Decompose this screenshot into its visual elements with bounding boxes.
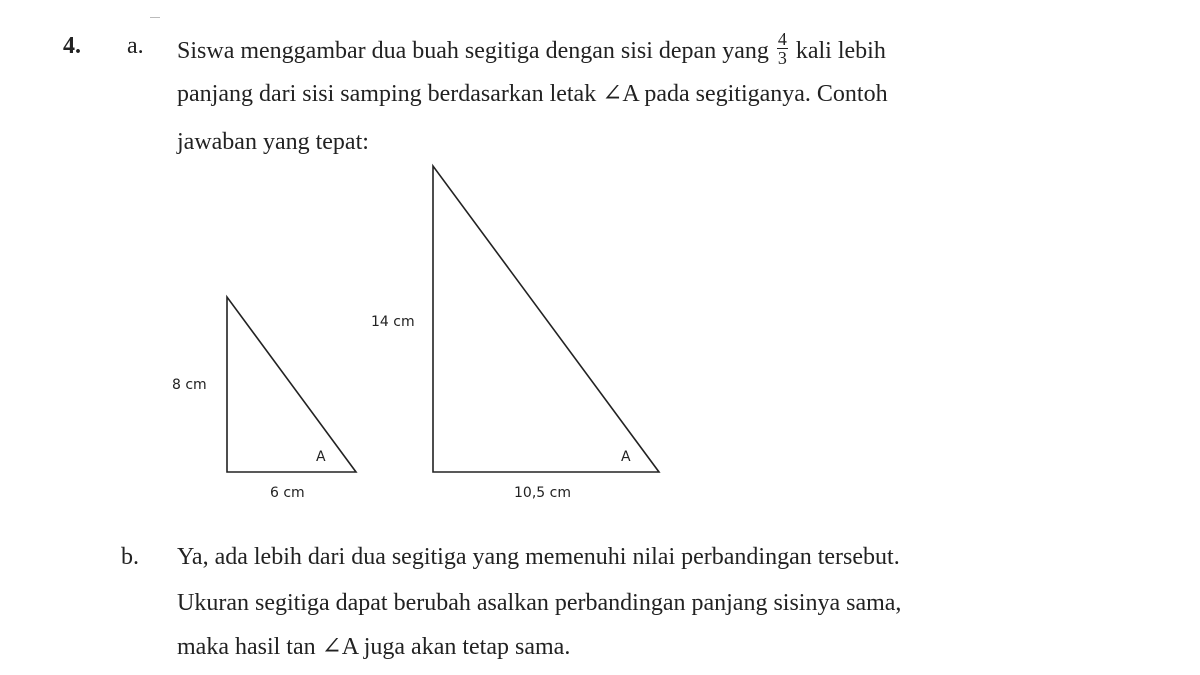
part-a-letter: a.: [127, 33, 144, 59]
fraction-denominator: 3: [777, 48, 787, 68]
small-triangle-vertical-label: 8 cm: [172, 377, 207, 393]
fraction-numerator: 4: [777, 29, 787, 49]
part-b-letter: b.: [121, 544, 139, 570]
part-a-line-2: panjang dari sisi samping berdasarkan letak ∠A pada segitiganya. Contoh: [177, 81, 888, 107]
large-triangle-horizontal-label: 10,5 cm: [514, 485, 571, 501]
large-triangle-angle-label: A: [621, 449, 631, 465]
part-b-line-2: Ukuran segitiga dapat berubah asalkan perbandingan panjang sisinya sama,: [177, 590, 902, 616]
part-a-line-3: jawaban yang tepat:: [177, 129, 369, 155]
question-number: 4.: [63, 33, 81, 59]
part-b-line-1: Ya, ada lebih dari dua segitiga yang memenuhi nilai perbandingan tersebut.: [177, 544, 900, 570]
small-triangle-horizontal-label: 6 cm: [270, 485, 305, 501]
large-right-triangle: [433, 166, 659, 472]
small-right-triangle: [227, 297, 356, 472]
part-b-line-3: maka hasil tan ∠A juga akan tetap sama.: [177, 634, 571, 660]
part-a-line-1-end: kali lebih: [795, 38, 886, 65]
part-a-line-1-text: Siswa menggambar dua buah segitiga dengan sisi depan yang: [177, 38, 769, 65]
large-triangle-vertical-label: 14 cm: [371, 314, 415, 330]
small-triangle-angle-label: A: [316, 449, 326, 465]
